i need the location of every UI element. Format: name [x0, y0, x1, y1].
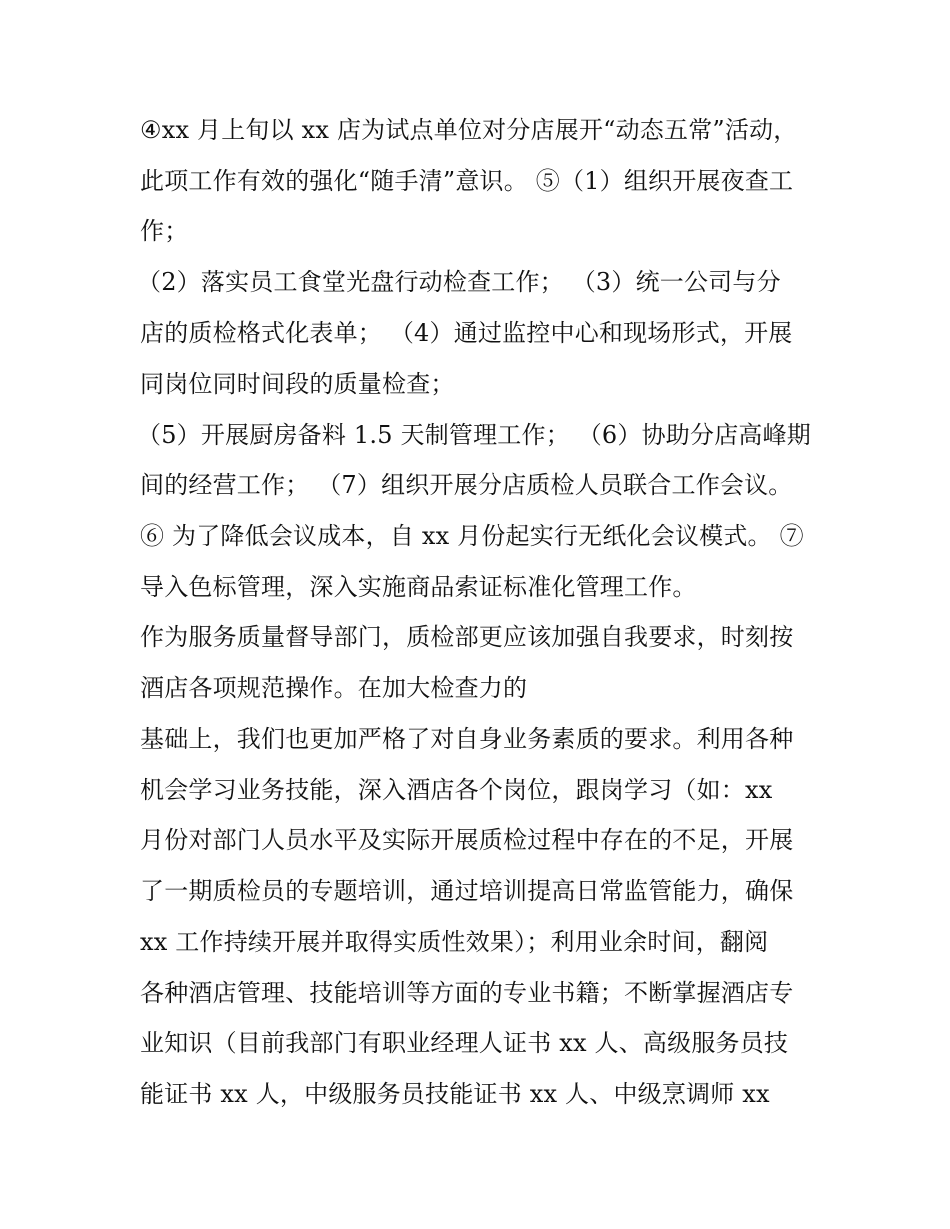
text-line: 间的经营工作； （7）组织开展分店质检人员联合工作会议。 [140, 471, 793, 499]
text-line: 能证书 xx 人，中级服务员技能证书 xx 人、中级烹调师 xx [140, 1080, 770, 1108]
text-line: 同岗位同时间段的质量检查； [140, 370, 455, 398]
text-line: 各种酒店管理、技能培训等方面的专业书籍；不断掌握酒店专 [140, 979, 794, 1007]
text-line: 此项工作有效的强化“随手清”意识。 ⑤（1）组织开展夜查工 [140, 167, 794, 195]
text-line: xx 工作持续开展并取得实质性效果）；利用业余时间，翻阅 [140, 928, 769, 956]
text-line: 基础上，我们也更加严格了对自身业务素质的要求。利用各种 [140, 725, 794, 753]
text-line: 店的质检格式化表单； （4）通过监控中心和现场形式，开展 [140, 319, 793, 347]
text-line: 月份对部门人员水平及实际开展质检过程中存在的不足，开展 [140, 826, 794, 854]
text-line: （5）开展厨房备料 1.5 天制管理工作； （6）协助分店高峰期 [137, 421, 811, 449]
text-line: 导入色标管理，深入实施商品索证标准化管理工作。 [140, 573, 697, 601]
text-line: ④xx 月上旬以 xx 店为试点单位对分店展开“动态五常”活动， [140, 116, 798, 144]
text-line: 酒店各项规范操作。在加大检查力的 [140, 674, 528, 702]
text-line: 作； [140, 217, 189, 245]
text-line: 机会学习业务技能，深入酒店各个岗位，跟岗学习（如：xx [140, 776, 773, 804]
text-line: ⑥ 为了降低会议成本，自 xx 月份起实行无纸化会议模式。 ⑦ [140, 522, 804, 550]
text-line: 业知识（目前我部门有职业经理人证书 xx 人、高级服务员技 [140, 1029, 789, 1057]
text-line: 了一期质检员的专题培训，通过培训提高日常监管能力，确保 [140, 877, 794, 905]
text-line: 作为服务质量督导部门，质检部更应该加强自我要求，时刻按 [140, 623, 794, 651]
text-line: （2）落实员工食堂光盘行动检查工作； （3）统一公司与分 [137, 268, 781, 296]
